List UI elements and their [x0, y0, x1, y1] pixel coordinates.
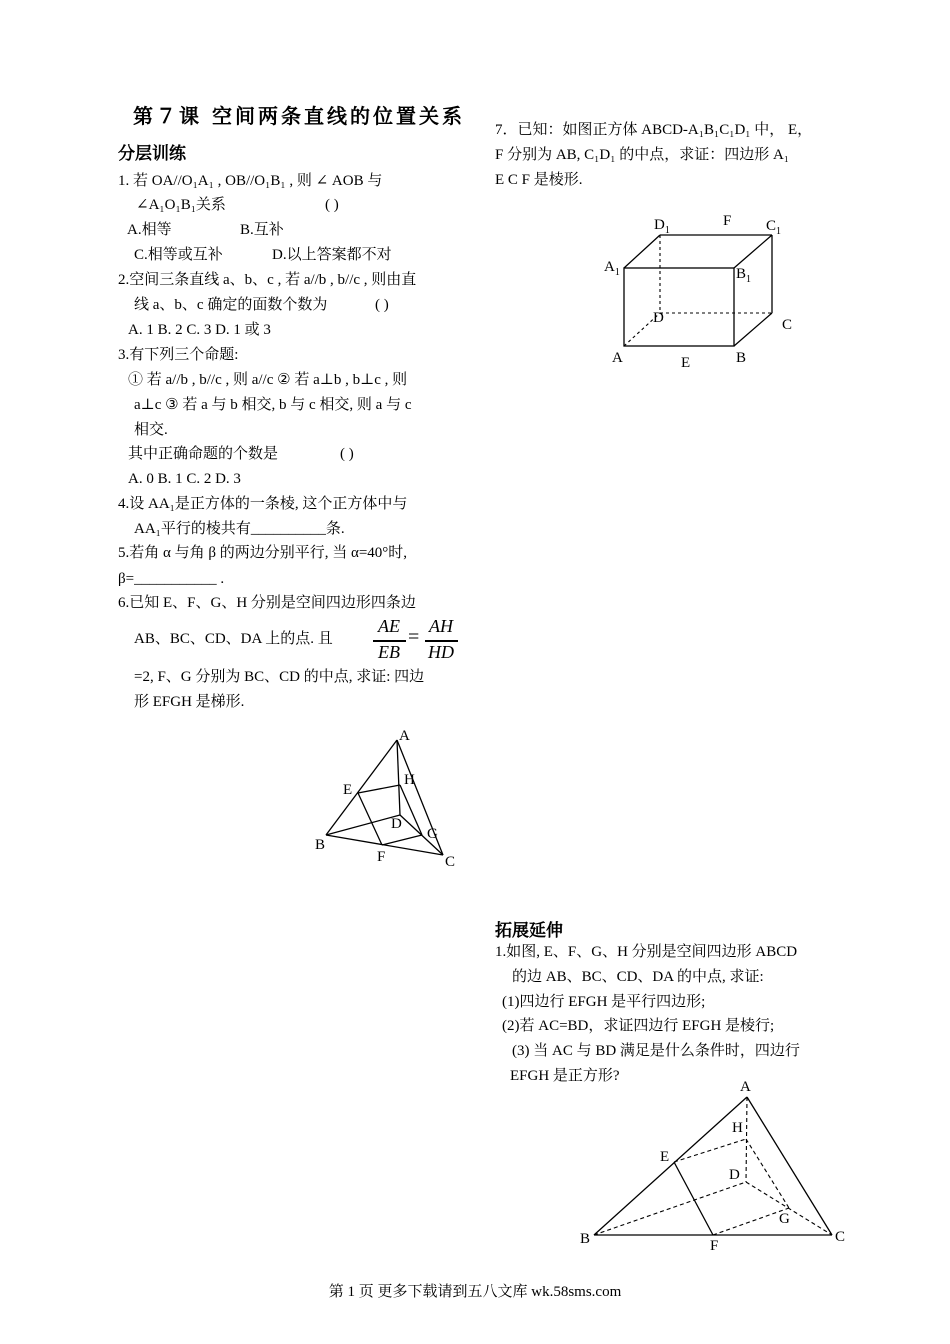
q3-paren: ( ) — [340, 446, 354, 462]
ext-label-f: F — [710, 1238, 719, 1254]
q7-line3: E C F 是棱形. — [495, 172, 583, 188]
cube-label-d: D — [653, 310, 664, 326]
hidden-segment-hg — [746, 1139, 789, 1208]
cube-label-e: E — [681, 355, 691, 371]
cube-front-face — [624, 268, 734, 346]
section-heading-training: 分层训练 — [118, 144, 186, 164]
cube-edge-bc — [734, 313, 772, 346]
fig6-label-c: C — [445, 854, 456, 870]
edge-ab — [594, 1097, 747, 1235]
cube-edge-a1d1 — [624, 235, 660, 268]
q3-line5: 其中正确命题的个数是 — [128, 446, 279, 462]
page-title: 第７课 空间两条直线的位置关系 — [133, 104, 465, 128]
q1-option-a: A.相等 — [127, 222, 172, 238]
ext-label-b: B — [580, 1231, 591, 1247]
q1-option-b: B.互补 — [240, 222, 284, 238]
cube-label-b1: $B_1$ — [736, 266, 752, 285]
fig6-label-e: E — [343, 782, 353, 798]
ext-label-d: D — [729, 1167, 740, 1183]
segment-ef — [358, 793, 382, 845]
q7-figure-cube — [600, 205, 810, 375]
q5-line1: 5.若角 α 与角 β 的两边分别平行, 当 α=40°时, — [118, 545, 408, 561]
ext1-line6: EFGH 是正方形? — [510, 1068, 620, 1084]
fig6-label-b: B — [315, 837, 326, 853]
q3-options: A. 0 B. 1 C. 2 D. 3 — [128, 471, 241, 487]
q3-line2: ① 若 a//b , b//c , 则 a//c ② 若 a⊥b , b⊥c , 则 — [128, 372, 408, 388]
q2-paren: ( ) — [375, 297, 389, 313]
fig6-label-d: D — [391, 816, 402, 832]
cube-label-a: A — [612, 350, 623, 366]
cube-label-b: B — [736, 350, 747, 366]
ext-label-g: G — [779, 1211, 790, 1227]
cube-label-d1: $D_1$ — [654, 217, 670, 236]
q3-line4: 相交. — [134, 422, 168, 438]
ext-label-c: C — [835, 1229, 846, 1245]
edge-ad — [397, 740, 400, 815]
cube-label-c1: $C_1$ — [766, 218, 782, 237]
q6-frac2-denominator: HD — [428, 642, 454, 662]
q2-line1: 2.空间三条直线 a、b、c , 若 a//b , b//c , 则由直 — [118, 272, 417, 288]
ext1-line4: (2)若 AC=BD，求证四边行 EFGH 是棱行; — [502, 1018, 775, 1034]
q6-line4: 形 EFGH 是梯形. — [134, 694, 245, 710]
ext1-figure-tetrahedron — [570, 1075, 860, 1260]
section-heading-extension: 拓展延伸 — [495, 921, 563, 941]
page-footer: 第 1 页 更多下载请到五八文库 wk.58sms.com — [328, 1284, 622, 1300]
ext1-line2: 的边 AB、BC、CD、DA 的中点, 求证: — [512, 969, 764, 985]
cube-label-a1: $A_1$ — [604, 259, 620, 278]
q2-line2: 线 a、b、c 确定的面数个数为 — [134, 297, 328, 313]
q6-frac2-numerator: AH — [429, 616, 453, 636]
q7-line1: 7．已知：如图正方体 ABCD-A₁B₁C₁D₁ 中， E， — [495, 122, 813, 138]
q5-line2: β=___________ . — [118, 571, 225, 587]
ext-label-e: E — [660, 1149, 670, 1165]
cube-label-c: C — [782, 317, 793, 333]
segment-eh — [358, 785, 400, 793]
segment-fg — [382, 835, 422, 845]
q2-options: A. 1 B. 2 C. 3 D. 1 或 3 — [128, 322, 271, 338]
q4-line1: 4.设 AA₁是正方体的一条棱, 这个正方体中与 — [118, 496, 408, 512]
q4-line2: AA₁平行的棱共有__________条. — [134, 521, 345, 537]
fig6-label-g: G — [427, 826, 438, 842]
fig6-label-f: F — [377, 849, 386, 865]
q1-line2: ∠A₁O₁B₁关系 — [136, 197, 226, 213]
segment-ef — [674, 1162, 713, 1235]
q1-option-c: C.相等或互补 — [134, 247, 223, 263]
q1-option-d: D.以上答案都不对 — [272, 247, 392, 263]
q1-line1: 1. 若 OA//O₁A₁ , OB//O₁B₁ , 则 ∠ AOB 与 — [118, 173, 383, 189]
q6-line2: AB、BC、CD、DA 上的点. 且 — [134, 631, 333, 647]
ext-label-a: A — [740, 1079, 751, 1095]
q6-figure-tetrahedron — [300, 720, 480, 880]
cube-label-f: F — [723, 213, 732, 229]
hidden-segment-eh — [674, 1139, 746, 1162]
edge-bd — [326, 815, 400, 835]
hidden-segment-fg — [713, 1208, 789, 1235]
hidden-edge-bd — [594, 1182, 746, 1235]
q6-line1: 6.已知 E、F、G、H 分别是空间四边形四条边 — [118, 595, 416, 611]
q3-line3: a⊥c ③ 若 a 与 b 相交, b 与 c 相交, 则 a 与 c — [134, 397, 412, 413]
q6-frac1-denominator: EB — [378, 642, 400, 662]
ext1-line1: 1.如图, E、F、G、H 分别是空间四边形 ABCD — [495, 944, 798, 960]
q6-equals: = — [408, 626, 420, 648]
q6-line3: =2, F、G 分别为 BC、CD 的中点, 求证: 四边 — [134, 669, 425, 685]
ext1-line3: (1)四边行 EFGH 是平行四边形; — [502, 994, 706, 1010]
cube-edge-b1c1 — [734, 235, 772, 268]
fig6-label-a: A — [399, 728, 410, 744]
q7-line2: F 分别为 AB, C₁D₁ 的中点，求证：四边形 A₁ — [495, 147, 790, 163]
ext-label-h: H — [732, 1120, 743, 1136]
q6-frac1-numerator: AE — [378, 616, 400, 636]
ext1-line5: (3) 当 AC 与 BD 满足是什么条件时，四边行 — [512, 1043, 800, 1059]
q3-line1: 3.有下列三个命题: — [118, 347, 239, 363]
q1-paren: ( ) — [325, 197, 339, 213]
fig6-label-h: H — [404, 772, 415, 788]
